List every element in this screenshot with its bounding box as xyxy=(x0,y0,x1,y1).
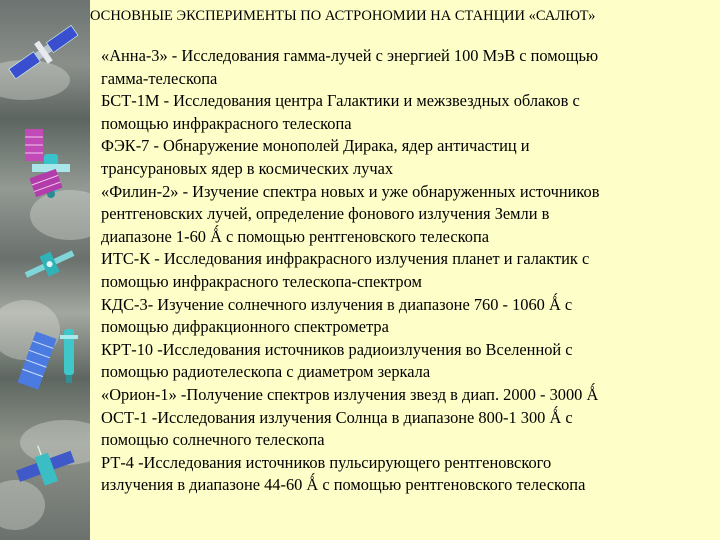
satellite-icon xyxy=(58,325,80,385)
experiment-line: помощью солнечного телескопа xyxy=(101,430,325,450)
experiment-line: излучения в диапазоне 44-60 Ǻ с помощью рентгеновского телескопа xyxy=(101,475,586,495)
experiment-line: ОСТ-1 -Исследования излучения Солнца в диапазоне 800-1 300 Ǻ с xyxy=(101,407,573,427)
slide-title: ОСНОВНЫЕ ЭКСПЕРИМЕНТЫ ПО АСТРОНОМИИ НА СТАНЦИИ «САЛЮТ» xyxy=(90,8,596,24)
slide-content xyxy=(90,0,720,540)
satellite-icon xyxy=(18,330,58,392)
experiment-line: ИТС-К - Исследования инфракрасного излучения планет и галактик с xyxy=(101,249,590,269)
experiment-line: рентгеновских лучей, определение фонового излучения Земли в xyxy=(101,204,550,224)
experiment-line: «Орион-1» -Получение спектров излучения звезд в диап. 2000 - 3000 Ǻ xyxy=(101,384,599,404)
experiment-line: КДС-3- Изучение солнечного излучения в диапазоне 760 - 1060 Ǻ с xyxy=(101,294,573,314)
experiment-line: гамма-телескопа xyxy=(101,68,218,88)
experiment-line: помощью дифракционного спектрометра xyxy=(101,317,389,337)
satellite-icon xyxy=(14,440,80,502)
experiment-line: помощью инфракрасного телескопа xyxy=(101,113,352,133)
experiment-line: ФЭК-7 - Обнаружение монополей Дирака, ядер античастиц и xyxy=(101,136,530,156)
experiment-line: «Филин-2» - Изучение спектра новых и уже обнаруженных источников xyxy=(101,181,600,201)
satellite-icon xyxy=(28,165,64,201)
experiment-line: «Анна-3» - Исследования гамма-лучей с энергией 100 МэВ с помощью xyxy=(101,46,599,65)
experiment-line: РТ-4 -Исследования источников пульсирующего рентгеновского xyxy=(101,452,552,472)
experiment-line: помощью инфракрасного телескопа-спектром xyxy=(101,271,422,291)
experiment-line: диапазоне 1-60 Ǻ с помощью рентгеновского телескопа xyxy=(101,226,489,246)
experiment-line: помощью радиотелескопа с диаметром зеркала xyxy=(101,362,431,382)
earth-image-sidebar xyxy=(0,0,90,540)
satellite-icon xyxy=(22,245,78,285)
experiment-line: КРТ-10 -Исследования источников радиоизлучения во Вселенной с xyxy=(101,339,573,359)
experiment-list xyxy=(101,45,717,497)
satellite-icon xyxy=(4,18,84,88)
experiment-line: БСТ-1М - Исследования центра Галактики и межзвездных облаков с xyxy=(101,91,580,111)
experiment-line: трансурановых ядер в космических лучах xyxy=(101,158,394,178)
